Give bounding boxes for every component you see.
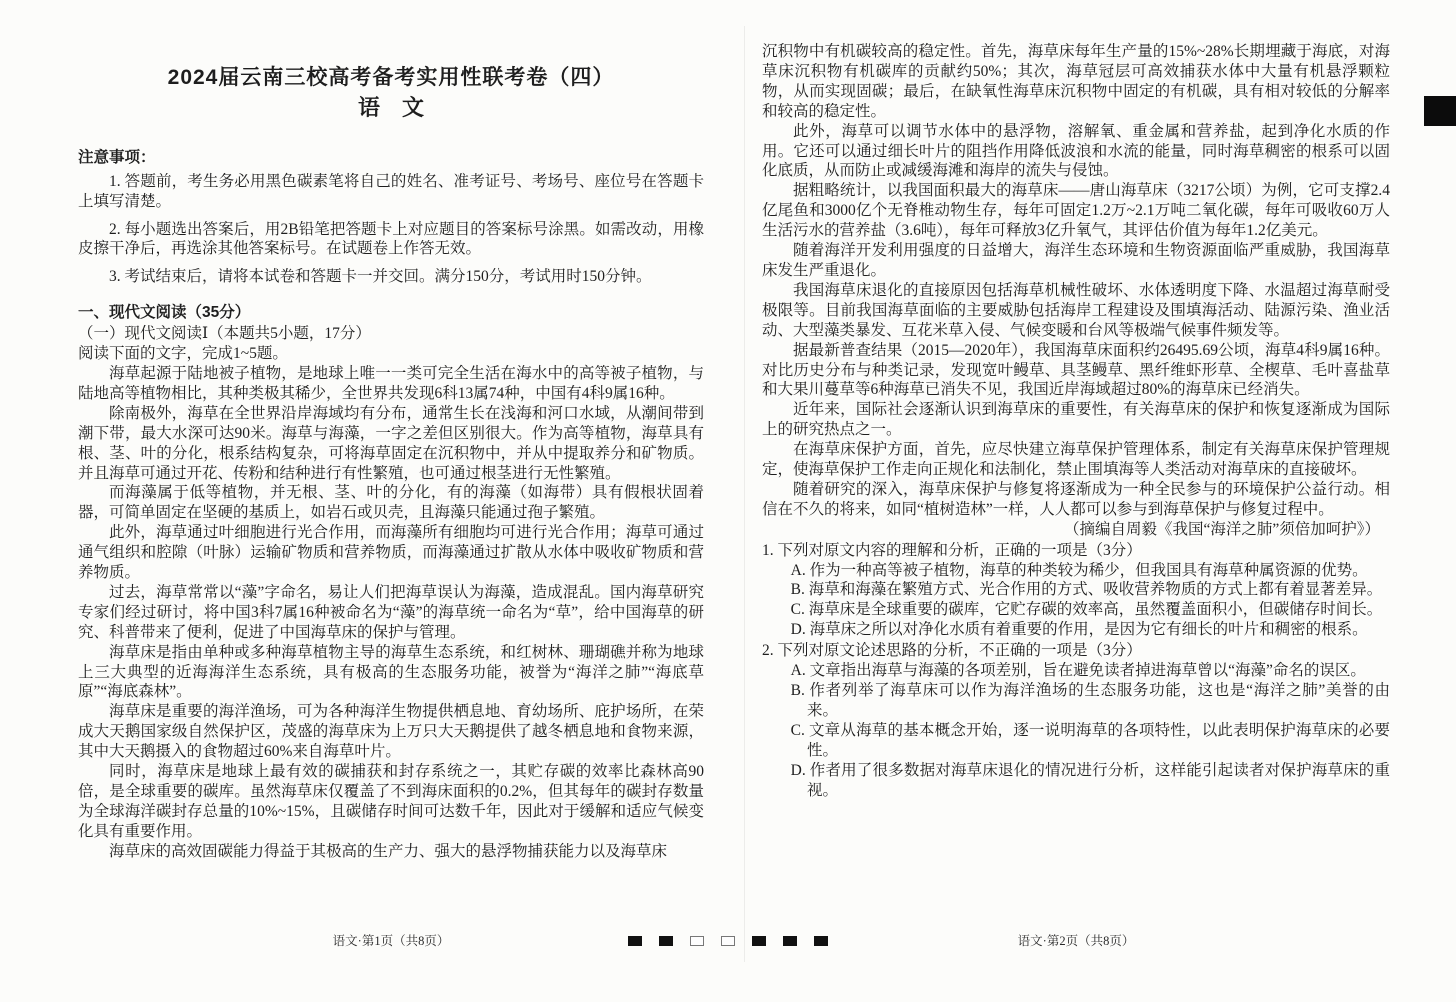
page-2 xyxy=(762,0,1390,1002)
question-2-option-d: D. 作者用了很多数据对海草床退化的情况进行分析，这样能引起读者对保护海草床的重视。 xyxy=(790,761,1390,799)
registration-mark-filled xyxy=(752,936,766,946)
body-paragraph: 过去，海草常常以“藻”字命名，易让人们把海草误认为海藻，造成混乱。国内海草研究专家们经过研讨，将中国3科7属16种被命名为“藻”的海草统一命名为“草”，给中国海草的研究、科普带来了便利，促进了中国海草床的保护与管理。 xyxy=(78,583,704,641)
page-fold-divider xyxy=(744,26,745,962)
notice-heading: 注意事项： xyxy=(78,148,156,166)
source-attribution: （摘编自周毅《我国“海洋之肺”须倍加呵护》） xyxy=(1063,520,1380,538)
registration-mark-hollow xyxy=(721,936,735,946)
question-1-option-d: D. 海草床之所以对净化水质有着重要的作用，是因为它有细长的叶片和稠密的根系。 xyxy=(790,621,1368,639)
corner-black-mark xyxy=(1424,96,1456,126)
section-heading: 一、现代文阅读（35分） xyxy=(78,304,251,322)
question-2-option-b: B. 作者列举了海草床可以作为海洋渔场的生态服务功能，这也是“海洋之肺”美誉的由来。 xyxy=(790,682,1390,719)
page-2-footer: 语文·第2页（共8页） xyxy=(1017,934,1135,949)
body-paragraph: 此外，海草通过叶细胞进行光合作用，而海藻所有细胞均可进行光合作用；海草可通过通气组织和腔隙（叶脉）运输矿物质和营养物质，而海藻通过扩散从水体中吸收矿物质和营养物质。 xyxy=(78,524,704,582)
question-1-stem: 1. 下列对原文内容的理解和分析，正确的一项是（3分） xyxy=(762,541,1142,559)
registration-mark-filled xyxy=(628,936,642,946)
body-paragraph: 海草床是指由单种或多种海草植物主导的海草生态系统，和红树林、珊瑚礁并称为地球上三大典型的近海海洋生态系统，具有极高的生态服务功能，被誉为“海洋之肺”“海底草原”“海底森林”。 xyxy=(78,643,704,701)
body-paragraph: 据最新普查结果（2015—2020年），我国海草床面积约26495.69公顷，海草4科9属16种。对比历史分布与种类记录，发现宽叶鳗草、具茎鳗草、黑纤维虾形草、全楔草、毛叶喜盐草和大果川蔓草等6种海草已消失不见，我国近岸海域超过80%的海草床已经消失。 xyxy=(762,341,1390,399)
question-1-option-c: C. 海草床是全球重要的碳库，它贮存碳的效率高，虽然覆盖面积小，但碳储存时间长。 xyxy=(790,601,1383,619)
body-paragraph: 在海草床保护方面，首先，应尽快建立海草保护管理体系，制定有关海草床保护管理规定，使海草保护工作走向正规化和法制化，禁止围填海等人类活动对海草床的直接破坏。 xyxy=(762,441,1390,479)
body-paragraph: 近年来，国际社会逐渐认识到海草床的重要性，有关海草床的保护和恢复逐渐成为国际上的研究热点之一。 xyxy=(762,401,1390,439)
registration-marks xyxy=(628,936,828,946)
body-paragraph: 随着研究的深入，海草床保护与修复将逐渐成为一种全民参与的环境保护公益行动。相信在不久的将来，如同“植树造林”一样，人人都可以参与到海草保护与修复过程中。 xyxy=(762,480,1390,518)
notice-item-3: 3. 考试结束后，请将本试卷和答题卡一并交回。满分150分，考试用时150分钟。 xyxy=(109,268,652,286)
exam-title: 2024届云南三校高考备考实用性联考卷（四） xyxy=(167,66,615,89)
question-2-option-a: A. 文章指出海草与海藻的各项差别，旨在避免读者掉进海草曾以“海藻”命名的误区。 xyxy=(790,662,1366,680)
registration-mark-filled xyxy=(814,936,828,946)
reading-instruction: 阅读下面的文字，完成1~5题。 xyxy=(78,345,288,363)
body-paragraph: 随着海洋开发利用强度的日益增大，海洋生态环境和生物资源面临严重威胁，我国海草床发生严重退化。 xyxy=(762,242,1390,279)
question-2-stem: 2. 下列对原文论述思路的分析，不正确的一项是（3分） xyxy=(762,642,1142,660)
body-paragraph: 海草床的高效固碳能力得益于其极高的生产力、强大的悬浮物捕获能力以及海草床 xyxy=(109,842,668,860)
body-paragraph: 此外，海草可以调节水体中的悬浮物，溶解氧、重金属和营养盐，起到净化水质的作用。它还可以通过细长叶片的阻挡作用降低波浪和水流的能量，同时海草稠密的根系可以固化底质，从而防止或减缓海滩和海岸的流失与侵蚀。 xyxy=(762,122,1390,180)
body-paragraph: 我国海草床退化的直接原因包括海草机械性破坏、水体透明度下降、水温超过海草耐受极限等。目前我国海草面临的主要威胁包括海岸工程建设及围填海活动、陆源污染、渔业活动、大型藻类暴发、互花米草入侵、气候变暖和台风等极端气候事件频发等。 xyxy=(762,281,1390,339)
question-1-option-b: B. 海草和海藻在繁殖方式、光合作用的方式、吸收营养物质的方式上都有着显著差异。 xyxy=(790,581,1383,599)
page-1-footer: 语文·第1页（共8页） xyxy=(332,934,450,949)
body-paragraph: 而海藻属于低等植物，并无根、茎、叶的分化，有的海藻（如海带）具有假根状固着器，可简单固定在坚硬的基质上，如岩石或贝壳，且海藻只能通过孢子繁殖。 xyxy=(78,484,704,522)
notice-item-1: 1. 答题前，考生务必用黑色碳素笔将自己的姓名、准考证号、考场号、座位号在答题卡上填写清楚。 xyxy=(78,172,704,210)
body-paragraph: 同时，海草床是地球上最有效的碳捕获和封存系统之一，其贮存碳的效率比森林高90倍，是全球重要的碳库。虽然海草床仅覆盖了不到海床面积的0.2%，但其每年的碳封存数量为全球海洋碳封存总量的10%~15%，且碳储存时间可达数千年，因此对于缓解和适应气候变化具有重要作用。 xyxy=(78,763,704,840)
body-paragraph: 海草起源于陆地被子植物，是地球上唯一一类可完全生活在海水中的高等被子植物，与陆地高等植物相比，其种类极其稀少，全世界共发现6科13属74种，中国有4科9属16种。 xyxy=(78,364,704,402)
body-paragraph: 海草床是重要的海洋渔场，可为各种海洋生物提供栖息地、育幼场所、庇护场所，在荣成大天鹅国家级自然保护区，茂盛的海草床为上万只大天鹅提供了越冬栖息地和食物来源，其中大天鹅摄入的食物超过60%来自海草叶片。 xyxy=(78,703,704,761)
question-1-option-a: A. 作为一种高等被子植物，海草的种类较为稀少，但我国具有海草种属资源的优势。 xyxy=(790,561,1368,579)
subsection-heading: （一）现代文阅读Ⅰ（本题共5小题，17分） xyxy=(78,325,371,343)
registration-mark-filled xyxy=(659,936,673,946)
registration-mark-filled xyxy=(783,936,797,946)
page-1 xyxy=(78,0,704,1002)
body-paragraph-continuation: 沉积物中有机碳较高的稳定性。首先，海草床每年生产量的15%~28%长期埋藏于海底，对海草床沉积物有机碳库的贡献约50%；其次，海草冠层可高效捕获水体中大量有机悬浮颗粒物，从而实现固碳；最后，在缺氧性海草床沉积物中固定的有机碳，具有相对较低的分解率和较高的稳定性。 xyxy=(762,43,1390,120)
exam-subject-title: 语 文 xyxy=(357,94,424,120)
notice-item-2: 2. 每小题选出答案后，用2B铅笔把答题卡上对应题目的答案标号涂黑。如需改动，用橡皮擦干净后，再选涂其他答案标号。在试题卷上作答无效。 xyxy=(78,220,704,258)
body-paragraph: 据粗略统计，以我国面积最大的海草床——唐山海草床（3217公顷）为例，它可支撑2.4亿尾鱼和3000亿个无脊椎动物生存，每年可固定1.2万~2.1万吨二氧化碳，每年可吸收60万人生活污水的营养盐（3.6吨），每年可释放3亿升氧气，其评估价值为每年1.2亿美元。 xyxy=(762,182,1390,240)
registration-mark-hollow xyxy=(690,936,704,946)
question-2-option-c: C. 文章从海草的基本概念开始，逐一说明海草的各项特性，以此表明保护海草床的必要性。 xyxy=(790,721,1390,759)
body-paragraph: 除南极外，海草在全世界沿岸海域均有分布，通常生长在浅海和河口水域，从潮间带到潮下带，最大水深可达90米。海草与海藻，一字之差但区别很大。作为高等植物，海草具有根、茎、叶的分化，根系结构复杂，可将海草固定在沉积物中，并从中提取养分和矿物质。并且海草可通过开花、传粉和结种进行有性繁殖，也可通过根茎进行无性繁殖。 xyxy=(78,404,704,482)
